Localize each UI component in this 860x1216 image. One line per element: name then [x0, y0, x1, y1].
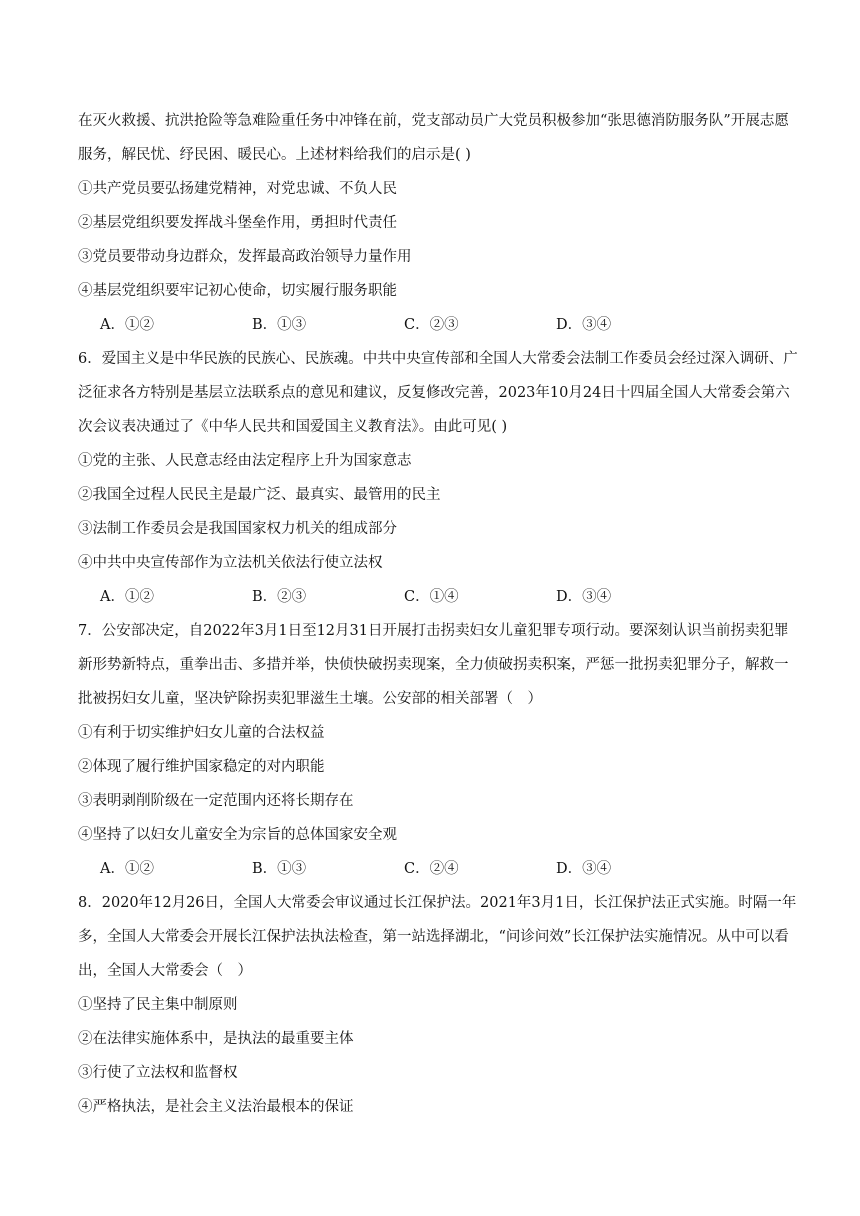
- question-7-item-1: ①有利于切实维护妇女儿童的合法权益: [78, 725, 325, 741]
- option-d: D．③④: [556, 861, 612, 877]
- question-7-options: [78, 852, 800, 886]
- option-c: C．②③: [404, 317, 459, 333]
- question-8-item-2: ②在法律实施体系中，是执法的最重要主体: [78, 1031, 354, 1047]
- question-5-item-3: ③党员要带动身边群众，发挥最高政治领导力量作用: [78, 249, 412, 265]
- question-8: [78, 886, 800, 1124]
- question-5-item-4: ④基层党组织要牢记初心使命，切实履行服务职能: [78, 283, 397, 299]
- question-5-item-2: ②基层党组织要发挥战斗堡垒作用，勇担时代责任: [78, 215, 397, 231]
- question-5: [78, 104, 800, 342]
- question-5-item-1: ①共产党员要弘扬建党精神，对党忠诚、不负人民: [78, 181, 397, 197]
- question-8-stem: 8．2020年12月26日，全国人大常委会审议通过长江保护法。2021年3月1日，长江保护法正式实施。时隔一年多，全国人大常委会开展长江保护法执法检查，第一站选择湖北，“问诊问效”长江保护法实施情况。从中可以看出，全国人大常委会（ ）: [78, 895, 797, 979]
- option-b: B．②③: [252, 589, 307, 605]
- question-6: [78, 342, 800, 614]
- question-7-item-4: ④坚持了以妇女儿童安全为宗旨的总体国家安全观: [78, 827, 397, 843]
- question-7: [78, 614, 800, 886]
- question-6-stem: 6．爱国主义是中华民族的民族心、民族魂。中共中央宣传部和全国人大常委会法制工作委员会经过深入调研、广泛征求各方特别是基层立法联系点的意见和建议，反复修改完善，2023年10月24日十四届全国人大常委会第六次会议表决通过了《中华人民共和国爱国主义教育法》。由此可见( ): [78, 351, 798, 435]
- option-a: A．①②: [100, 317, 154, 333]
- option-a: A．①②: [100, 861, 154, 877]
- option-d: D．③④: [556, 589, 612, 605]
- question-6-item-4: ④中共中央宣传部作为立法机关依法行使立法权: [78, 555, 383, 571]
- question-6-options: [78, 580, 800, 614]
- question-5-options: [78, 308, 800, 342]
- option-b: B．①③: [252, 861, 307, 877]
- option-d: D．③④: [556, 317, 612, 333]
- question-6-item-3: ③法制工作委员会是我国国家权力机关的组成部分: [78, 521, 397, 537]
- question-7-item-3: ③表明剥削阶级在一定范围内还将长期存在: [78, 793, 354, 809]
- question-6-item-2: ②我国全过程人民民主是最广泛、最真实、最管用的民主: [78, 487, 441, 503]
- question-5-stem: 在灭火救援、抗洪抢险等急难险重任务中冲锋在前，党支部动员广大党员积极参加“张思德消防服务队”开展志愿服务，解民忧、纾民困、暖民心。上述材料给我们的启示是( ): [78, 113, 789, 163]
- question-8-item-4: ④严格执法，是社会主义法治最根本的保证: [78, 1099, 354, 1115]
- question-6-item-1: ①党的主张、人民意志经由法定程序上升为国家意志: [78, 453, 412, 469]
- question-7-stem: 7．公安部决定，自2022年3月1日至12月31日开展打击拐卖妇女儿童犯罪专项行动。要深刻认识当前拐卖犯罪新形势新特点，重拳出击、多措并举，快侦快破拐卖现案，全力侦破拐卖积案，严惩一批拐卖犯罪分子，解救一批被拐妇女儿童，坚决铲除拐卖犯罪滋生土壤。公安部的相关部署（ ）: [78, 623, 789, 707]
- question-8-item-1: ①坚持了民主集中制原则: [78, 997, 238, 1013]
- option-b: B．①③: [252, 317, 307, 333]
- option-a: A．①②: [100, 589, 154, 605]
- question-content: [78, 104, 800, 1124]
- option-c: C．①④: [404, 589, 459, 605]
- question-7-item-2: ②体现了履行维护国家稳定的对内职能: [78, 759, 325, 775]
- option-c: C．②④: [404, 861, 459, 877]
- question-8-item-3: ③行使了立法权和监督权: [78, 1065, 238, 1081]
